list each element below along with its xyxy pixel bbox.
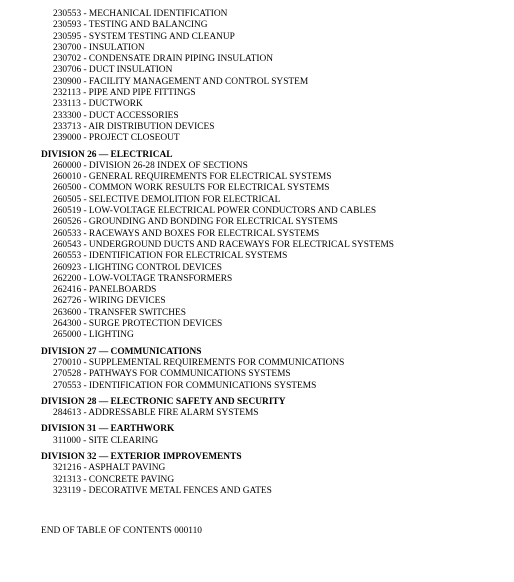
division-heading: DIVISION 28 — ELECTRONIC SAFETY AND SECURITY [41, 396, 286, 407]
toc-entry: 311000 - SITE CLEARING [53, 435, 159, 446]
toc-entry: 260010 - GENERAL REQUIREMENTS FOR ELECTRICAL SYSTEMS [53, 172, 332, 183]
toc-entry: 260923 - LIGHTING CONTROL DEVICES [53, 262, 222, 273]
division-section [41, 150, 511, 342]
division-heading: DIVISION 26 — ELECTRICAL [41, 149, 173, 160]
table-of-contents [41, 9, 511, 497]
toc-entry: 260000 - DIVISION 26-28 INDEX OF SECTIONS [53, 160, 248, 171]
toc-entry: 233713 - AIR DISTRIBUTION DEVICES [53, 121, 215, 132]
toc-entry: 263600 - TRANSFER SWITCHES [53, 307, 186, 318]
toc-entry: 230702 - CONDENSATE DRAIN PIPING INSULATION [53, 54, 274, 65]
toc-entry: 260500 - COMMON WORK RESULTS FOR ELECTRICAL SYSTEMS [53, 183, 330, 194]
toc-entry: 233300 - DUCT ACCESSORIES [53, 110, 179, 121]
toc-entry: 260519 - LOW-VOLTAGE ELECTRICAL POWER CONDUCTORS AND CABLES [53, 206, 377, 217]
toc-entry: 230595 - SYSTEM TESTING AND CLEANUP [53, 31, 235, 42]
toc-entry: 230593 - TESTING AND BALANCING [53, 20, 208, 31]
toc-entry: 230700 - INSULATION [53, 42, 145, 53]
toc-entry: 239000 - PROJECT CLOSEOUT [53, 133, 180, 144]
toc-entry: 260543 - UNDERGROUND DUCTS AND RACEWAYS FOR ELECTRICAL SYSTEMS [53, 239, 394, 250]
toc-entry: 260526 - GROUNDING AND BONDING FOR ELECTRICAL SYSTEMS [53, 217, 338, 228]
toc-entry: 270528 - PATHWAYS FOR COMMUNICATIONS SYSTEMS [53, 369, 291, 380]
division-section [41, 347, 511, 392]
toc-entry: 260553 - IDENTIFICATION FOR ELECTRICAL SYSTEMS [53, 251, 288, 262]
toc-entry: 321216 - ASPHALT PAVING [53, 463, 166, 474]
division-heading: DIVISION 31 — EARTHWORK [41, 424, 175, 435]
divisions-list [41, 150, 511, 498]
division-section [41, 424, 511, 447]
end-of-toc-line: END OF TABLE OF CONTENTS 000110 [41, 526, 202, 536]
division-heading: DIVISION 32 — EXTERIOR IMPROVEMENTS [41, 451, 242, 462]
toc-entry: 270553 - IDENTIFICATION FOR COMMUNICATIONS SYSTEMS [53, 380, 317, 391]
toc-entry: 284613 - ADDRESSABLE FIRE ALARM SYSTEMS [53, 408, 259, 419]
division-section [41, 452, 511, 497]
toc-entry: 230553 - MECHANICAL IDENTIFICATION [53, 9, 228, 19]
toc-entry: 262726 - WIRING DEVICES [53, 296, 166, 307]
toc-entry: 230706 - DUCT INSULATION [53, 65, 173, 76]
toc-entry: 262416 - PANELBOARDS [53, 285, 157, 296]
toc-entry: 270010 - SUPPLEMENTAL REQUIREMENTS FOR COMMUNICATIONS [53, 357, 345, 368]
leading-section-list [41, 9, 511, 145]
toc-entry: 321313 - CONCRETE PAVING [53, 474, 175, 485]
division-section [41, 397, 511, 420]
toc-entry: 323119 - DECORATIVE METAL FENCES AND GATES [53, 485, 272, 496]
toc-entry: 265000 - LIGHTING [53, 330, 134, 341]
toc-entry: 230900 - FACILITY MANAGEMENT AND CONTROL SYSTEM [53, 76, 309, 87]
toc-entry: 260505 - SELECTIVE DEMOLITION FOR ELECTRICAL [53, 194, 281, 205]
toc-entry: 233113 - DUCTWORK [53, 99, 143, 110]
toc-entry: 262200 - LOW-VOLTAGE TRANSFORMERS [53, 273, 233, 284]
toc-entry: 232113 - PIPE AND PIPE FITTINGS [53, 88, 196, 99]
toc-entry: 264300 - SURGE PROTECTION DEVICES [53, 319, 223, 330]
division-heading: DIVISION 27 — COMMUNICATIONS [41, 346, 202, 357]
toc-entry: 260533 - RACEWAYS AND BOXES FOR ELECTRICAL SYSTEMS [53, 228, 320, 239]
